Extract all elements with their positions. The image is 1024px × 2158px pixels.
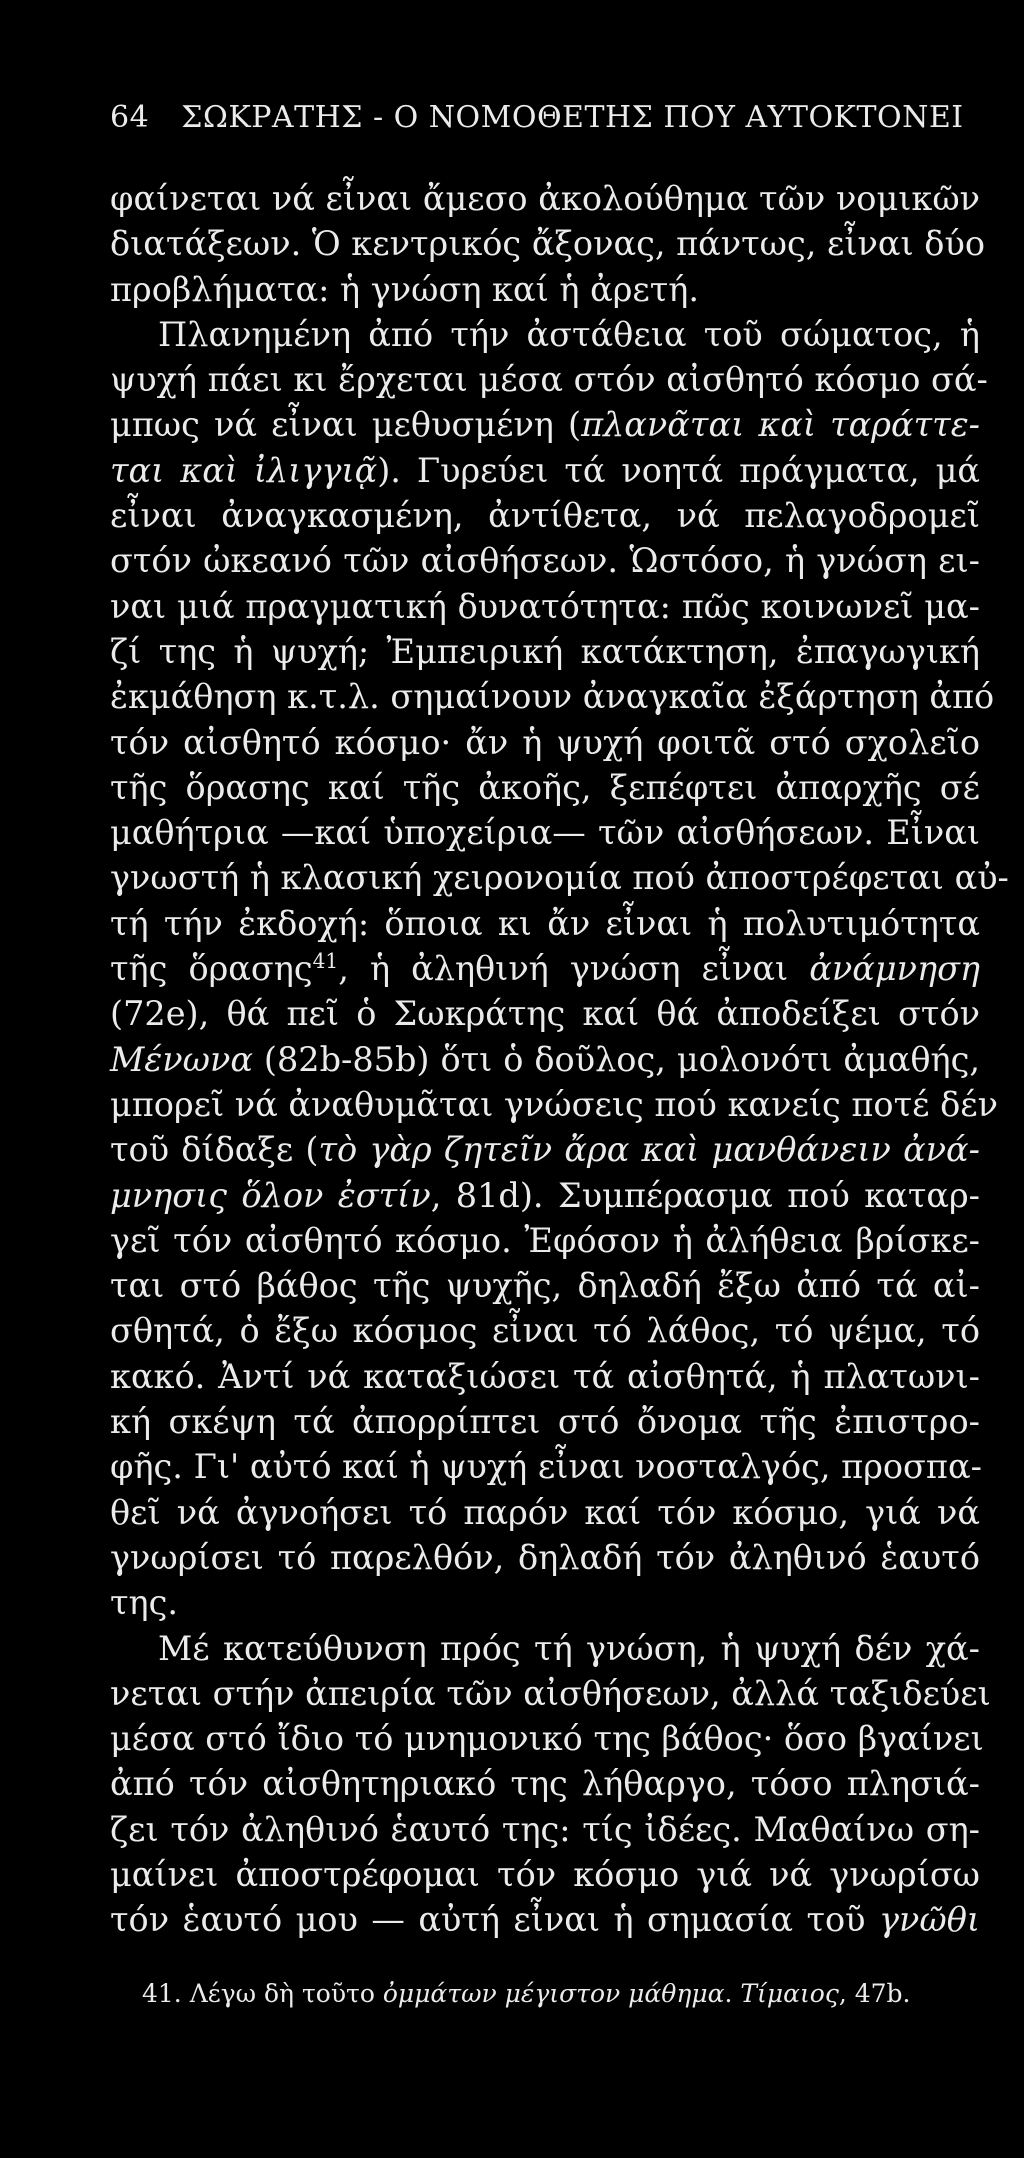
text-line — [110, 176, 980, 221]
italic-text: ὀμμάτων μέγιστον μάθημα — [382, 1979, 725, 2008]
text-run: ἐκμάθηση κ.τ.λ. σημαίνουν ἀναγκαῖα ἐξάρτηση ἀπό — [110, 677, 995, 717]
italic-text: μνησις ὅλον ἐστίν — [110, 1175, 431, 1215]
text-run: προβλήματα: ἡ γνώση καί ἡ ἀρετή. — [110, 269, 700, 309]
text-line — [110, 991, 980, 1036]
text-run: . — [724, 1979, 741, 2008]
text-line — [110, 402, 980, 447]
text-line — [110, 1761, 980, 1806]
text-line — [110, 674, 995, 719]
text-run: νεται στήν ἀπειρία τῶν αἰσθήσεων, ἀλλά ταξιδεύει — [110, 1673, 991, 1713]
text-line — [110, 1444, 980, 1489]
text-line — [110, 357, 988, 402]
text-run: θεῖ νά ἀγνοήσει τό παρόν καί τόν κόσμο, γιά νά — [110, 1492, 980, 1532]
text-run: φῆς. Γι' αὐτό καί ἡ ψυχή εἶναι νοσταλγός, προσπα- — [110, 1447, 982, 1487]
text-line — [110, 1671, 991, 1716]
text-line — [110, 1127, 980, 1172]
text-line — [110, 1535, 980, 1580]
text-run: στόν ὠκεανό τῶν αἰσθήσεων. Ὡστόσο, ἡ γνώση ει- — [110, 541, 980, 581]
text-run: τῆς ὅρασης καί τῆς ἀκοῆς, ξεπέφτει ἀπαρχῆς σέ — [110, 767, 980, 807]
text-run: μπορεῖ νά ἀναθυμᾶται γνώσεις πού κανείς ποτέ δέν — [110, 1084, 999, 1124]
running-title: ΣΩΚΡΑΤΗΣ - Ο ΝΟΜΟΘΕΤΗΣ ΠΟΥ ΑΥΤΟΚΤΟΝΕΙ — [181, 100, 964, 135]
italic-text: Τίμαιος — [740, 1979, 839, 2008]
italic-text: ἀνάμνηση — [809, 949, 981, 989]
text-run: Μέ κατεύθυνση πρός τή γνώση, ἡ ψυχή δέν χά- — [158, 1628, 980, 1668]
text-run: τή τήν ἐκδοχή: ὅποια κι ἄν εἶναι ἡ πολυτιμότητα — [110, 903, 980, 943]
text-line — [110, 1308, 980, 1353]
text-line — [110, 855, 1009, 900]
text-run: μπως νά εἶναι μεθυσμένη ( — [110, 405, 582, 445]
body-text — [110, 176, 1009, 1943]
text-line — [110, 1218, 980, 1263]
running-header — [110, 100, 964, 135]
text-run: της. — [110, 1583, 179, 1623]
text-run: ). Γυρεύει τά νοητά πράγματα, μά — [377, 450, 980, 490]
text-run: ναι μιά πραγματική δυνατότητα: πῶς κοινωνεῖ μα- — [110, 586, 980, 626]
text-line — [110, 1716, 984, 1761]
text-run: διατάξεων. Ὁ κεντρικός ἄξονας, πάντως, εἶναι δύο — [110, 224, 986, 264]
text-line — [110, 448, 980, 493]
text-line — [110, 629, 980, 674]
text-line — [110, 810, 980, 855]
text-run: μαίνει ἀποστρέφομαι τόν κόσμο γιά νά γνωρίσω — [110, 1854, 980, 1894]
text-run: ζει τόν ἀληθινό ἑαυτό της: τίς ἰδέες. Μαθαίνω ση- — [110, 1809, 980, 1849]
footnote-ref: 41 — [312, 948, 339, 973]
text-line — [110, 720, 980, 765]
text-run: εἶναι ἀναγκασμένη, ἀντίθετα, νά πελαγοδρομεῖ — [110, 496, 980, 536]
italic-text: τὸ γὰρ ζητεῖν ἄρα καὶ μανθάνειν ἀνά- — [318, 1130, 980, 1170]
text-run: , ἡ ἀληθινή γνώση εἶναι — [338, 949, 810, 989]
text-run: ζί της ἡ ψυχή; Ἐμπειρική κατάκτηση, ἐπαγωγική — [110, 631, 980, 671]
text-run: σθητά, ὁ ἔξω κόσμος εἶναι τό λάθος, τό ψέμα, τό — [110, 1311, 980, 1351]
page-number: 64 — [110, 100, 150, 135]
text-line — [110, 1082, 999, 1127]
text-line — [110, 1037, 980, 1082]
text-line — [110, 1580, 980, 1625]
footnote — [142, 1979, 910, 2008]
text-line — [110, 267, 980, 312]
text-run: γνωρίσει τό παρελθόν, δηλαδή τόν ἀληθινό ἑαυτό — [110, 1537, 980, 1577]
text-run: τόν αἰσθητό κόσμο· ἄν ἡ ψυχή φοιτᾶ στό σχολεῖο — [110, 722, 980, 762]
text-line — [110, 1852, 980, 1897]
italic-text: γνῶθι — [878, 1900, 980, 1940]
text-run: γεῖ τόν αἰσθητό κόσμο. Ἐφόσον ἡ ἀλήθεια βρίσκε- — [110, 1220, 980, 1260]
text-run: μαθήτρια —καί ὑποχείρια— τῶν αἰσθήσεων. Εἶναι — [110, 813, 980, 853]
text-line — [110, 765, 980, 810]
text-run: τόν ἑαυτό μου — αὐτή εἶναι ἡ σημασία τοῦ — [110, 1900, 879, 1940]
text-run: τῆς ὅρασης — [110, 949, 313, 989]
text-line — [110, 1626, 980, 1671]
text-run: (72e), θά πεῖ ὁ Σωκράτης καί θά ἀποδείξει στόν — [110, 994, 980, 1034]
text-line — [110, 312, 980, 357]
text-run: τοῦ δίδαξε ( — [110, 1130, 319, 1170]
text-run: , 47b. — [838, 1979, 911, 2008]
text-run: κακό. Ἀντί νά καταξιώσει τά αἰσθητά, ἡ πλατωνι- — [110, 1356, 980, 1396]
text-line — [110, 1354, 980, 1399]
text-line — [110, 493, 980, 538]
text-run: 41. Λέγω δὴ τοῦτο — [142, 1979, 383, 2008]
text-run: κή σκέψη τά ἀπορρίπτει στό ὄνομα τῆς ἐπιστρο- — [110, 1402, 980, 1442]
text-run: , 81d). Συμπέρασμα πού καταρ- — [430, 1175, 980, 1215]
text-run: (82b-85b) ὅτι ὁ δοῦλος, μολονότι ἀμαθής, — [252, 1039, 980, 1079]
italic-text: ται καὶ ἰλιγγιᾷ — [110, 450, 378, 490]
text-line — [110, 1490, 980, 1535]
italic-text: Μένωνα — [110, 1039, 253, 1079]
text-run: Πλανημένη ἀπό τήν ἀστάθεια τοῦ σώματος, ἡ — [158, 314, 980, 354]
text-line — [110, 1263, 980, 1308]
text-line — [110, 221, 986, 266]
text-run: ψυχή πάει κι ἔρχεται μέσα στόν αἰσθητό κόσμο σά- — [110, 360, 988, 400]
text-run: μέσα στό ἴδιο τό μνημονικό της βάθος· ὅσο βγαίνει — [110, 1719, 984, 1759]
text-line — [110, 1173, 980, 1218]
text-line — [110, 1897, 980, 1942]
text-line — [110, 584, 980, 629]
text-line — [110, 538, 980, 583]
text-run: ται στό βάθος τῆς ψυχῆς, δηλαδή ἔξω ἀπό τά αἰ- — [110, 1266, 980, 1306]
text-line — [110, 946, 980, 991]
italic-text: πλανᾶται καὶ ταράττε- — [581, 405, 980, 445]
text-line — [110, 1399, 980, 1444]
text-run: φαίνεται νά εἶναι ἄμεσο ἀκολούθημα τῶν νομικῶν — [110, 179, 980, 218]
text-line — [110, 1807, 980, 1852]
text-run: γνωστή ἡ κλασική χειρονομία πού ἀποστρέφεται αὐ- — [110, 858, 1009, 898]
text-run: ἀπό τόν αἰσθητηριακό της λήθαργο, τόσο πλησιά- — [110, 1764, 980, 1804]
text-line — [110, 901, 980, 946]
